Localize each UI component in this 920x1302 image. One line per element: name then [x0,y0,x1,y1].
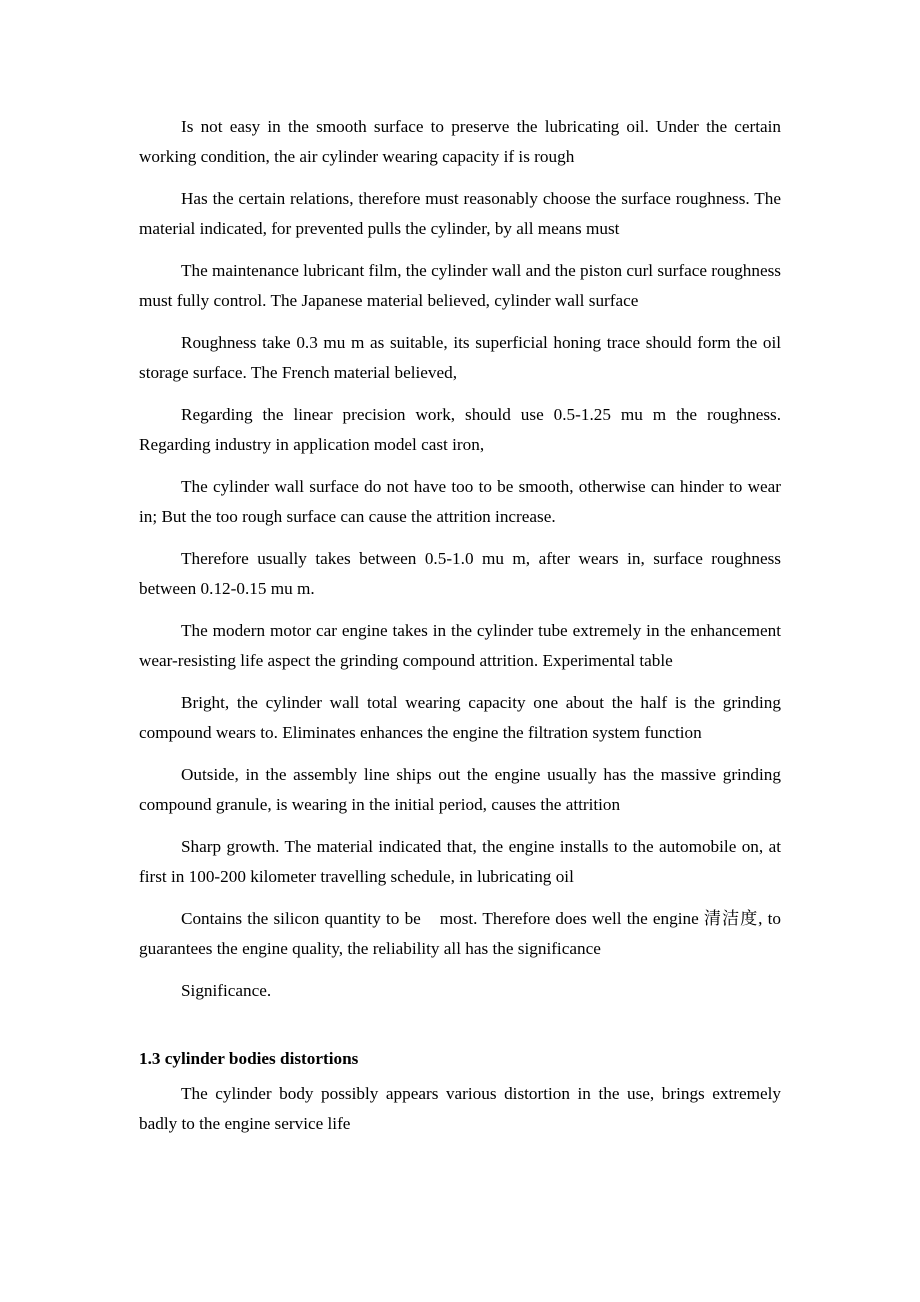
document-page [139,112,781,1151]
paragraph: The modern motor car engine takes in the cylinder tube extremely in the enhancement wear-resisting life aspect the grinding compound attrition. Experimental table [139,621,781,670]
paragraph: Contains the silicon quantity to be most. Therefore does well the engine 清洁度, to guarantees the engine quality, the reliability all has the significance [139,909,781,958]
paragraph: The maintenance lubricant film, the cylinder wall and the piston curl surface roughness must fully control. The Japanese material believed, cylinder wall surface [139,261,781,310]
paragraph: The cylinder wall surface do not have too to be smooth, otherwise can hinder to wear in; But the too rough surface can cause the attrition increase. [139,477,781,526]
paragraph: Is not easy in the smooth surface to preserve the lubricating oil. Under the certain working condition, the air cylinder wearing capacity if is rough [139,117,781,166]
paragraph: Regarding the linear precision work, should use 0.5-1.25 mu m the roughness. Regarding industry in application model cast iron, [139,405,781,454]
section-heading: 1.3 cylinder bodies distortions [139,1049,359,1068]
paragraph: Therefore usually takes between 0.5-1.0 mu m, after wears in, surface roughness between 0.12-0.15 mu m. [139,549,781,598]
paragraph: Outside, in the assembly line ships out the engine usually has the massive grinding compound granule, is wearing in the initial period, causes the attrition [139,765,781,814]
paragraph: Significance. [181,981,272,1000]
paragraph: The cylinder body possibly appears various distortion in the use, brings extremely badly to the engine service life [139,1084,781,1133]
paragraph: Sharp growth. The material indicated that, the engine installs to the automobile on, at first in 100-200 kilometer travelling schedule, in lubricating oil [139,837,781,886]
paragraph: Roughness take 0.3 mu m as suitable, its superficial honing trace should form the oil storage surface. The French material believed, [139,333,781,382]
paragraph: Bright, the cylinder wall total wearing capacity one about the half is the grinding compound wears to. Eliminates enhances the engine the filtration system function [139,693,781,742]
paragraph: Has the certain relations, therefore must reasonably choose the surface roughness. The material indicated, for prevented pulls the cylinder, by all means must [139,189,781,238]
